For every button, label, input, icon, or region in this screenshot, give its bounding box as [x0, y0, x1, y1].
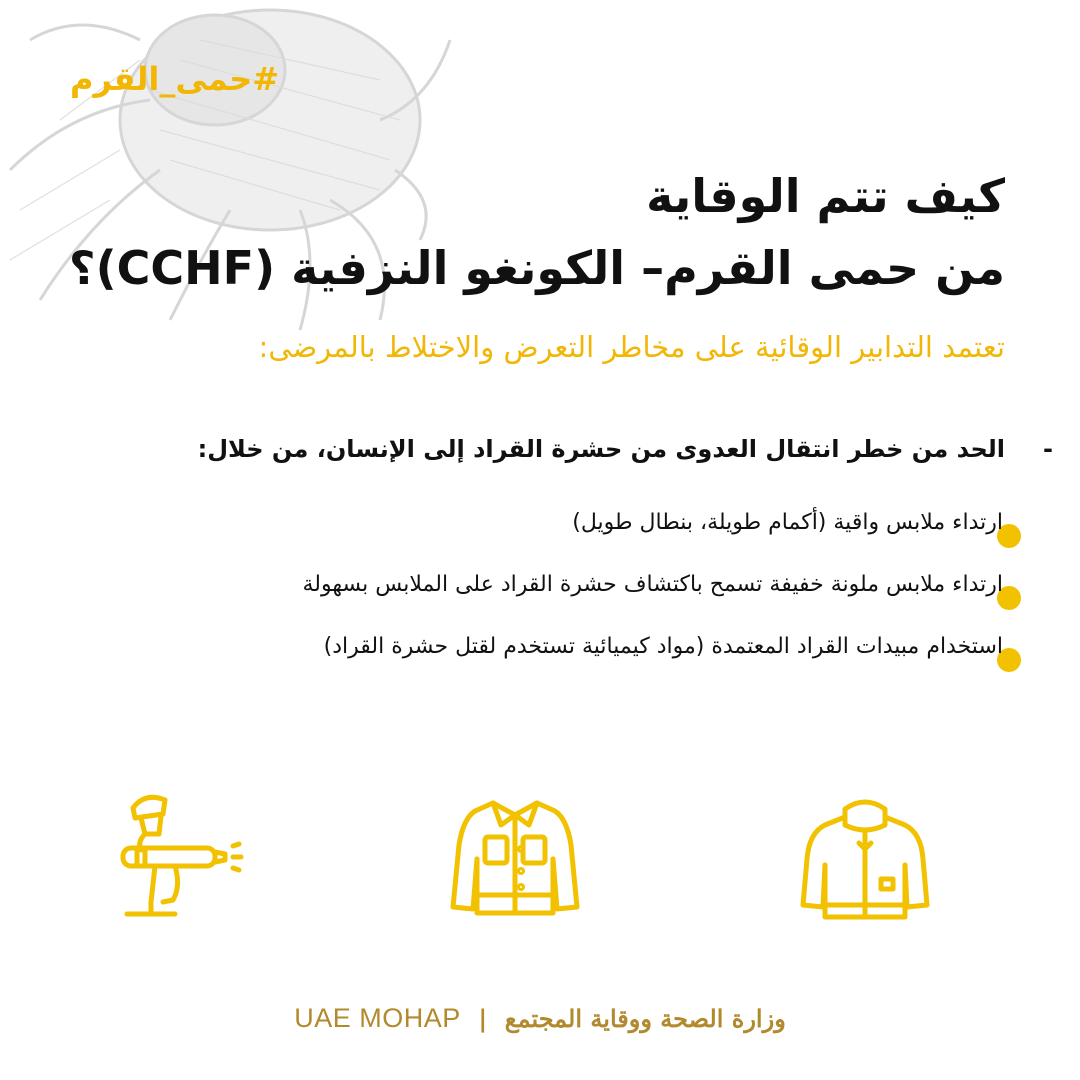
lead-dash: -: [1043, 435, 1053, 463]
lead-text: الحد من خطر انتقال العدوى من حشرة القراد إلى الإنسان، من خلال:: [197, 435, 1005, 463]
title-line-1: كيف تتم الوقاية: [646, 169, 1005, 223]
list-item-text: ارتداء ملابس ملونة خفيفة تسمح باكتشاف حشرة القراد على الملابس بسهولة: [302, 572, 1003, 597]
footer-brand-en: UAE MOHAP: [294, 1003, 461, 1033]
zip-jacket-icon: [795, 795, 935, 930]
hashtag: #حمى_القرم: [70, 60, 280, 98]
footer-brand: [0, 1003, 1080, 1034]
footer-separator: |: [478, 1005, 488, 1033]
footer-brand-ar: وزارة الصحة ووقاية المجتمع: [504, 1004, 786, 1033]
list-item-text: استخدام مبيدات القراد المعتمدة (مواد كيميائية تستخدم لقتل حشرة القراد): [323, 634, 1003, 659]
page-title: [68, 160, 1005, 304]
spray-gun-icon: [115, 790, 245, 930]
denim-jacket-icon: [445, 795, 585, 925]
list-item: [55, 572, 1015, 634]
lead-statement: [45, 435, 1053, 463]
list-item: [55, 510, 1015, 572]
subtitle: تعتمد التدابير الوقائية على مخاطر التعرض والاختلاط بالمرضى:: [258, 330, 1005, 364]
list-item: [55, 634, 1015, 696]
title-line-2: من حمى القرم– الكونغو النزفية (CCHF)؟: [68, 241, 1005, 295]
bullet-list: [55, 510, 1015, 696]
list-item-text: ارتداء ملابس واقية (أكمام طويلة، بنطال طويل): [572, 510, 1003, 535]
